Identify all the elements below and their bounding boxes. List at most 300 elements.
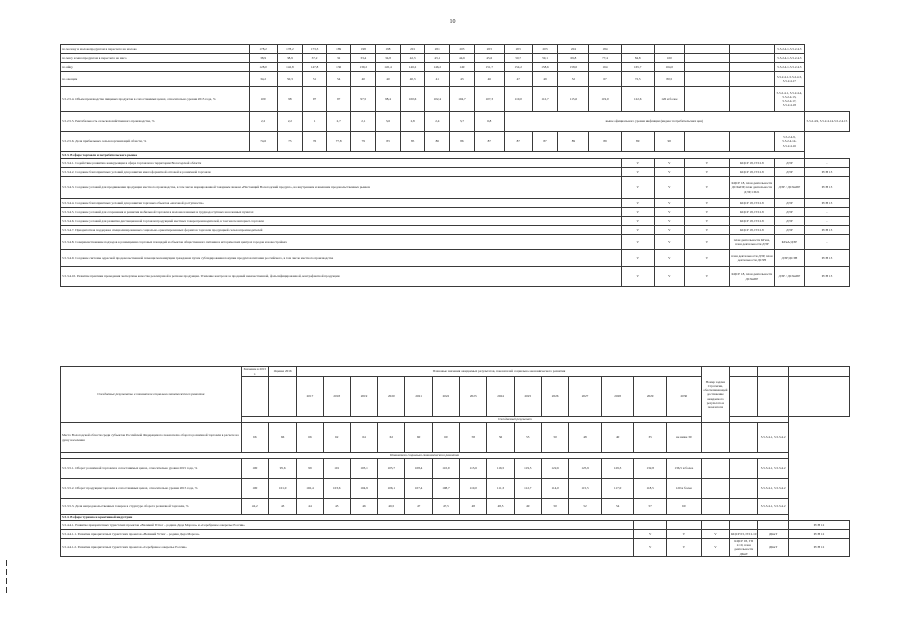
table-row (61, 45, 850, 54)
value-cell: 85 (400, 132, 425, 152)
value-cell: 2,2 (249, 112, 277, 132)
value-cell: 56 (487, 423, 514, 453)
value-cell: 139,2 (351, 63, 376, 72)
year-header: 2022 (432, 377, 459, 417)
value-cell: 44,6 (450, 54, 475, 63)
table-row (61, 112, 850, 132)
value-cell: 1 (303, 112, 327, 132)
value-cell: 99 (297, 459, 323, 479)
value-cell: 165,7 (621, 63, 654, 72)
task-executor: ДЭР (774, 159, 804, 168)
value-cell: 136 (326, 63, 351, 72)
task-executor: ДЭР (774, 168, 804, 177)
year-header: 2027 (569, 377, 602, 417)
period-mark: V (654, 168, 684, 177)
value-cell: 114,0 (541, 479, 568, 499)
task-document: КЦСР 03, ГП 2.10, план деятельности ДКиТ (730, 539, 758, 557)
indicators-table-bottom (60, 366, 850, 557)
value-cell: 47,5 (432, 499, 459, 515)
task-document: план деятельности ДЭР, план деятельности ДСЗН (729, 250, 774, 267)
value-cell: 100 (241, 459, 268, 479)
period-mark: V (684, 267, 729, 287)
value-cell: 112,7 (532, 87, 558, 112)
value-cell: 48 (569, 423, 602, 453)
year-header: 2029 (634, 377, 667, 417)
value-cell: 57 (634, 499, 667, 515)
value-cell: 60 (666, 499, 701, 515)
task-document: КЦСР 18, ГП 2.8 (729, 217, 774, 226)
value-cell: 34,2 (249, 72, 277, 87)
value-cell: 142,8 (277, 63, 303, 72)
indicator-label: 5.5.2.5.6. Доля прибыльных сельхозорганизаций области, % (61, 132, 250, 152)
indicator-label: по яйцу (61, 63, 250, 72)
value-cell: 119,5 (514, 459, 541, 479)
result-label: Место Вологодской области среди субъектов Российской Федерации по показателю оборота розничной торговли в расчете на душу населения (61, 423, 242, 453)
task-label: 5.5.3.4.1. Содействие развитию конкуренции в сфере торговли на территории Вологодской области (61, 159, 622, 168)
value-cell: 146,2 (400, 63, 425, 72)
value-cell: 108,4 (405, 459, 432, 479)
value-cell: 38,9 (277, 54, 303, 63)
task-ref: - (804, 217, 849, 226)
period-mark: V (684, 208, 729, 217)
period-mark: V (684, 199, 729, 208)
value-cell: 98 (277, 87, 303, 112)
value-cell: 49 (532, 72, 558, 87)
value-cell: 178,2 (277, 45, 303, 54)
period-mark: V (621, 159, 654, 168)
value-cell: 98,4 (376, 87, 401, 112)
indicators-table-top (60, 44, 850, 287)
value-cell: 75 (277, 132, 303, 152)
value-cell: 129,3 (601, 459, 634, 479)
year-header: 2024 (487, 377, 514, 417)
value-cell: 126 и более (654, 87, 684, 112)
value-cell: 51 (303, 72, 327, 87)
table-row (61, 72, 850, 87)
column-header-label: Ожидаемые результаты и показатели социально-экономического развития (61, 367, 242, 423)
task-label: 5.5.3.4.9. Создание системы адресной продовольственной помощи малоимущим гражданам путем субсидирования покупки продуктов питания российского, в том числе местного производства (61, 250, 622, 267)
empty-cell (730, 479, 758, 499)
value-cell: 46 (474, 72, 504, 87)
value-cell: 40 (376, 72, 401, 87)
period-mark: V (654, 217, 684, 226)
task-ref: 5.5.3.4.1, 5.5.3.4.2 (758, 423, 788, 453)
value-cell: 100,6 (400, 87, 425, 112)
period-mark: V (621, 168, 654, 177)
period-mark: V (654, 159, 684, 168)
table-row (61, 367, 850, 377)
column-header-base: Значение в 2015 г. (241, 367, 268, 377)
value-cell: 102,4 (425, 87, 450, 112)
empty-cell (701, 479, 729, 499)
period-mark: V (621, 217, 654, 226)
table-row (61, 539, 850, 557)
table-row (61, 499, 850, 515)
value-cell: 158,0 (558, 63, 589, 72)
year-header: 2019 (350, 377, 377, 417)
value-cell: 45 (323, 499, 350, 515)
empty-cell (788, 377, 849, 417)
value-cell: 47 (504, 72, 532, 87)
value-cell: 37,2 (303, 54, 327, 63)
task-label: 5.5.3.4.5. Создание условий для сохранения и развития мобильной торговли в малонаселенных и труднодоступных населенных пунктах (61, 208, 622, 217)
value-cell: 62 (378, 423, 405, 453)
task-label: 5.5.3.4.8. Совершенствование подходов к размещению торговых площадей и объектов общественного питания в исторических центрах городов и новостройках (61, 235, 622, 250)
value-cell: не ниже 30 (666, 423, 701, 453)
value-cell: 203 (532, 45, 558, 54)
table-row (61, 267, 850, 287)
value-cell: 6,8 (474, 112, 504, 132)
task-ref: 5.5.2.4.1, 5.5.2.4.4, 5.5.2.4.13, 5.5.2.4.17, 5.5.2.4.18 (774, 87, 804, 112)
value-cell: 35 (634, 423, 667, 453)
value-cell: 84,8 (621, 54, 654, 63)
table-row (61, 235, 850, 250)
value-cell: 101,0 (268, 479, 296, 499)
value-cell: 100 (249, 87, 277, 112)
column-header-ref: Номер задачи Стратегии, обеспечивающей достижение ожидаемого результата и показателя (701, 367, 729, 423)
value-cell: 33,4 (351, 54, 376, 63)
value-cell: 74,6 (249, 132, 277, 152)
task-document (730, 521, 758, 530)
table-row (61, 159, 850, 168)
value-cell: 107,4 (405, 479, 432, 499)
value-cell: 189 (326, 45, 351, 54)
empty-cell (621, 45, 654, 54)
value-cell: 50 (541, 423, 568, 453)
task-executor: КГиА/ДЭР (774, 235, 804, 250)
empty-cell (684, 54, 729, 63)
value-cell: 128,0 (249, 63, 277, 72)
period-mark: V (621, 199, 654, 208)
task-ref: - (804, 235, 849, 250)
empty-cell (701, 423, 729, 453)
task-label: 5.5.4.4.1.1. Развитие приоритетных туристских проектов «Великий Устюг – родина Деда Мороза» (61, 530, 634, 539)
value-cell: 40 (351, 72, 376, 87)
empty-cell (684, 45, 729, 54)
value-cell: 164 (589, 63, 621, 72)
value-cell: 108,7 (432, 479, 459, 499)
task-ref: 5.5.3.4.1, 5.5.3.4.2 (758, 499, 788, 515)
empty-cell (654, 45, 684, 54)
value-cell: 72,5 (621, 72, 654, 87)
task-executor: ДЭР (774, 199, 804, 208)
value-cell: 54 (326, 72, 351, 87)
empty-cell (730, 423, 758, 453)
period-mark: V (701, 530, 729, 539)
value-cell: 54 (601, 499, 634, 515)
value-cell: 50,7 (504, 54, 532, 63)
empty-cell (730, 459, 758, 479)
empty-cell (729, 87, 774, 112)
value-cell: 3,7 (450, 112, 475, 132)
value-cell: 125,9 (569, 459, 602, 479)
value-cell: 46 (350, 499, 377, 515)
task-ref: 5.5.2.4.1-5.5.2.4.3 (774, 45, 804, 54)
task-document: КЦСР 18, ГП 2.8 (729, 159, 774, 168)
value-cell: 48 (460, 499, 487, 515)
table-row (61, 521, 850, 530)
value-cell: 184 (589, 45, 621, 54)
section-title: 5.5.4. В сфере туризма и креативной индустрии (61, 515, 789, 521)
period-mark: V (654, 226, 684, 235)
value-cell: 45,6 (474, 54, 504, 63)
value-cell: 2,4 (425, 112, 450, 132)
task-ref: 5.5.3.4.1, 5.5.3.4.2 (758, 479, 788, 499)
period-mark: V (621, 235, 654, 250)
empty-cell (684, 72, 729, 87)
task-executor: ДЭР / ДСХиПР (774, 177, 804, 199)
task-document: план деятельности КГиА, план деятельности ДЭР (729, 235, 774, 250)
period-mark (634, 521, 667, 530)
table-row (61, 54, 850, 63)
value-cell: 87 (504, 132, 532, 152)
period-mark: V (634, 539, 667, 557)
table-row (61, 226, 850, 235)
value-cell: 40,3 (400, 72, 425, 87)
empty-cell (684, 63, 729, 72)
task-executor: ДЭР / ДСХиПР (774, 267, 804, 287)
indicator-label: 5.5.3.5.1. Оборот розничной торговли в сопоставимых ценах, относительно уровня 2015 года, % (61, 459, 242, 479)
value-cell: 164,0 (654, 63, 684, 72)
period-mark: V (684, 177, 729, 199)
task-ref: - (804, 159, 849, 168)
value-cell: 146,2 (425, 63, 450, 72)
value-cell: 149 (450, 63, 475, 72)
value-cell: 77,4 (589, 54, 621, 63)
indicator-label: 5.5.3.5.3. Доля непродовольственных товаров в структуре оборота розничной торговли, % (61, 499, 242, 515)
task-executor: ДКиТ (758, 530, 788, 539)
value-cell: 86 (425, 132, 450, 152)
empty-cell (758, 377, 788, 417)
value-cell: 147,8 (303, 63, 327, 72)
task-executor: ДЭР (774, 217, 804, 226)
task-document: КЦСР 18, ГП 2.8 (729, 199, 774, 208)
task-document: КЦСР 18, ГП 2.8 (729, 168, 774, 177)
year-header: 2021 (405, 377, 432, 417)
value-cell: 132,8 (634, 459, 667, 479)
margin-marks (6, 560, 9, 596)
value-cell: 113,6 (460, 459, 487, 479)
period-mark: V (621, 226, 654, 235)
period-mark (666, 521, 701, 530)
value-cell: 97 (303, 87, 327, 112)
table-row (61, 459, 850, 479)
value-cell: 42,3 (400, 54, 425, 63)
task-ref: РСН 12 (788, 521, 849, 530)
value-cell: 44 (297, 499, 323, 515)
task-label: 5.5.3.4.10. Развитие практики проведения экспертизы качества реализуемой в регионе продукции. Усиление контроля за продажей некачественной, фальсифицированной, контрафактной продукции (61, 267, 622, 287)
table-row (61, 152, 850, 159)
value-cell: 111,3 (487, 479, 514, 499)
value-cell: 119,0 (589, 87, 621, 112)
value-cell: 40 (601, 423, 634, 453)
task-ref: 5.5.2.4.1-5.5.2.4.3, 5.5.2.4.17 (774, 72, 804, 87)
value-cell: 136,5 и более (666, 459, 701, 479)
value-cell: 60 (405, 423, 432, 453)
task-ref: 5.5.3.4.1, 5.5.3.4.2 (758, 459, 788, 479)
value-cell: 95,6 (268, 459, 296, 479)
value-cell: 2,1 (351, 112, 376, 132)
task-label: 5.5.3.4.7. Приоритетная поддержка специализированных социально-ориентированных форматов торговли продукцией сельхозпроизводителей (61, 226, 622, 235)
value-cell: 100 (241, 479, 268, 499)
task-document: КЦСР 18, ГП 2.8 (729, 226, 774, 235)
period-mark: V (654, 199, 684, 208)
value-cell: 120 и более (666, 479, 701, 499)
table-row (61, 250, 850, 267)
task-ref: РСН 12 (788, 539, 849, 557)
empty-cell (729, 72, 774, 87)
task-ref: РСН 13 (804, 177, 849, 199)
value-cell: 203 (474, 45, 504, 54)
period-mark: V (621, 177, 654, 199)
value-cell: 103,1 (350, 459, 377, 479)
year-header: 2023 (460, 377, 487, 417)
task-ref: 5.5.2.4.1-5.5.2.4.3 (774, 54, 804, 63)
task-ref: РСН 13 (804, 250, 849, 267)
value-cell: 47 (405, 499, 432, 515)
period-mark: V (621, 267, 654, 287)
value-cell: 89 (558, 132, 589, 152)
task-executor: ДКиТ (758, 539, 788, 557)
empty-cell (729, 54, 774, 63)
value-cell: 201 (400, 45, 425, 54)
value-cell: 97,5 (351, 87, 376, 112)
year-header: 2018 (323, 377, 350, 417)
task-executor: ДЭР (774, 208, 804, 217)
value-cell: 32 (326, 54, 351, 63)
value-cell: 117,0 (601, 479, 634, 499)
year-header: 2028 (601, 377, 634, 417)
value-cell: 79 (351, 132, 376, 152)
value-cell: 97 (326, 87, 351, 112)
period-mark: V (654, 250, 684, 267)
empty-cell (730, 377, 758, 417)
period-mark: V (654, 267, 684, 287)
value-cell: 64 (350, 423, 377, 453)
period-mark: V (666, 539, 701, 557)
value-cell: 50,3 (277, 72, 303, 87)
value-cell: 104,9 (350, 479, 377, 499)
task-label: 5.5.4.4.1.2. Развитие приоритетных туристских проектов «Серебряное ожерелье России» (61, 539, 634, 557)
value-cell: 203 (450, 45, 475, 54)
table-row (61, 217, 850, 226)
table-row (61, 199, 850, 208)
task-ref: - (804, 208, 849, 217)
value-cell: 107,3 (474, 87, 504, 112)
task-label: 5.5.3.4.2. Создание благоприятных условий для развития многоформатной оптовой и розничной торговли (61, 168, 622, 177)
value-cell: 46,5 (378, 499, 405, 515)
period-mark (701, 521, 729, 530)
empty-cell (684, 132, 729, 152)
task-ref: 5.5.2.4.9, 5.5.2.4.14-5.5.2.4.15 (804, 112, 849, 132)
page-number: 10 (449, 19, 456, 25)
table-row (61, 479, 850, 499)
value-cell: 158,6 (532, 63, 558, 72)
period-mark: V (634, 530, 667, 539)
year-header: 2026 (541, 377, 568, 417)
empty-cell (701, 459, 729, 479)
value-cell: 59,1 (532, 54, 558, 63)
empty-cell (729, 45, 774, 54)
task-executor: ДЭР (774, 226, 804, 235)
table-row (61, 168, 850, 177)
period-mark: V (701, 539, 729, 557)
value-cell: 69,8 (558, 54, 589, 63)
value-cell: 103,6 (323, 479, 350, 499)
value-cell: 43,1 (425, 54, 450, 63)
section-title: 5.5.3. В сфере торговли и потребительского рынка (61, 152, 805, 159)
subheader-expected-result: Ожидаемый результат (241, 417, 788, 423)
value-cell: 34,8 (376, 54, 401, 63)
value-cell: 3,6 (376, 112, 401, 132)
value-cell: 173,3 (303, 45, 327, 54)
value-cell: 76 (303, 132, 327, 152)
value-cell: 90 (654, 132, 684, 152)
period-mark: V (654, 235, 684, 250)
table-row (61, 87, 850, 112)
empty-cell (241, 377, 268, 417)
task-document: КЦСР 18, план деятельности ДСХиПР, план деятельности ДЭР, СП21 (729, 177, 774, 199)
task-label: 5.5.3.4.4. Создание благоприятных условий для развития торговых объектов «шаговой доступности» (61, 199, 622, 208)
task-ref: РСН 12 (788, 530, 849, 539)
value-cell: 52 (569, 499, 602, 515)
empty-cell (758, 367, 788, 377)
value-cell: 110,0 (460, 479, 487, 499)
table-row (61, 177, 850, 199)
value-cell: 122,6 (541, 459, 568, 479)
period-mark: V (654, 177, 684, 199)
year-header: 2030 (666, 377, 701, 417)
year-header: 2025 (514, 377, 541, 417)
value-cell: 118,5 (634, 479, 667, 499)
period-mark: V (666, 530, 701, 539)
year-header: 2017 (297, 377, 323, 417)
value-cell: 204 (558, 45, 589, 54)
value-cell: 122,6 (621, 87, 654, 112)
value-cell: 116,5 (487, 459, 514, 479)
value-cell: 58 (460, 423, 487, 453)
value-cell: 112,7 (514, 479, 541, 499)
value-cell: 201 (425, 45, 450, 54)
column-header-estimate: Оценка 2016 (268, 367, 296, 377)
year-header: 2020 (378, 377, 405, 417)
value-cell: 83 (376, 132, 401, 152)
value-cell: 101 (323, 459, 350, 479)
value-cell: 145,4 (376, 63, 401, 72)
period-mark: V (684, 250, 729, 267)
period-mark: V (684, 226, 729, 235)
indicator-label: по молоку и молокопродуктам в пересчете на молоко (61, 45, 250, 54)
task-ref: РСН 13 (804, 226, 849, 235)
task-label: 5.5.3.4.3. Создание условий для продвижения продукции местного производства, в том числе маркированной товарным знаком «Настоящий Вологодский продукт», на внутреннем и внешнем продовольственных рынках (61, 177, 622, 199)
value-cell: 43 (268, 499, 296, 515)
task-document: КЦСР 18, план деятельности ДСХиПР (729, 267, 774, 287)
task-executor (758, 521, 788, 530)
table-row (61, 63, 850, 72)
value-cell: 80,5 (654, 72, 684, 87)
task-label: 5.5.3.4.6. Создание условий для развития дистанционной торговли продукцией местных товаропроизводителей, в том числе интернет-торговли (61, 217, 622, 226)
table-row (61, 423, 850, 453)
value-cell: 48,5 (487, 499, 514, 515)
value-cell: 42,2 (241, 499, 268, 515)
task-document: КЦСР 03, ГП 2.10 (730, 530, 758, 539)
value-cell: 115,5 (569, 479, 602, 499)
indicator-label: 5.5.3.5.2. Оборот продукции торговли в сопоставимых ценах, относительно уровня 2015 года, % (61, 479, 242, 499)
period-mark: V (684, 168, 729, 177)
period-mark: V (621, 208, 654, 217)
value-cell: 154,2 (504, 63, 532, 72)
value-cell: 106,1 (378, 479, 405, 499)
